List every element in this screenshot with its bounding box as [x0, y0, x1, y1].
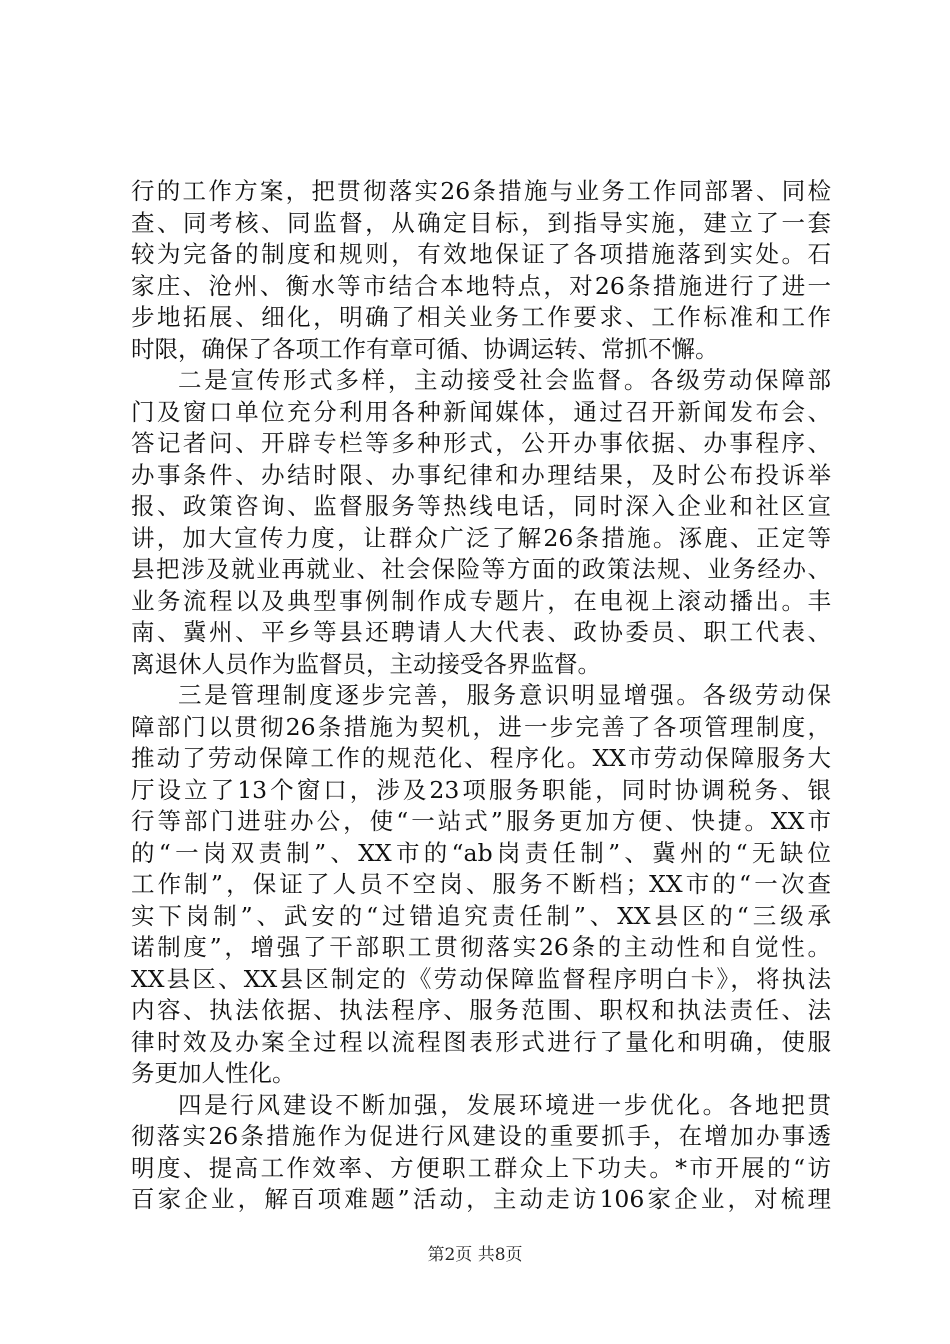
text-line: 诺制度”，增强了干部职工贯彻落实26条的主动性和自觉性。 [131, 933, 831, 961]
text-line: XX县区、XX县区制定的《劳动保障监督程序明白卡》，将执法 [131, 964, 831, 993]
text-line: 内容、执法依据、执法程序、服务范围、职权和执法责任、法 [131, 996, 831, 1024]
text-line: 查、同考核、同监督，从确定目标，到指导实施，建立了一套 [131, 208, 831, 237]
text-line: 百家企业，解百项难题”活动，主动走访106家企业，对梳理 [131, 1185, 831, 1213]
text-line: 务更加人性化。 [131, 1059, 296, 1087]
text-line: 三是管理制度逐步完善，服务意识明显增强。各级劳动保 [178, 681, 831, 709]
text-line: 步地拓展、细化，明确了相关业务工作要求、工作标准和工作 [131, 303, 831, 331]
text-line: 障部门以贯彻26条措施为契机，进一步完善了各项管理制度， [131, 712, 831, 741]
text-line: 家庄、沧州、衡水等市结合本地特点，对26条措施进行了进一 [131, 271, 831, 300]
text-line: 讲，加大宣传力度，让群众广泛了解26条措施。涿鹿、正定等 [131, 523, 831, 552]
text-line: 律时效及办案全过程以流程图表形式进行了量化和明确，使服 [131, 1027, 831, 1056]
text-line: 时限，确保了各项工作有章可循、协调运转、常抓不懈。 [131, 334, 719, 363]
text-line: 明度、提高工作效率、方便职工群众上下功夫。*市开展的“访 [131, 1153, 831, 1182]
text-line: 实下岗制”、武安的“过错追究责任制”、XX县区的“三级承 [131, 901, 831, 930]
text-line: 业务流程以及典型事例制作成专题片，在电视上滚动播出。丰 [131, 586, 831, 615]
text-line: 办事条件、办结时限、办事纪律和办理结果，及时公布投诉举 [131, 460, 831, 489]
text-line: 较为完备的制度和规则，有效地保证了各项措施落到实处。石 [131, 240, 831, 268]
text-line: 答记者问、开辟专栏等多种形式，公开办事依据、办事程序、 [131, 429, 831, 457]
text-line: 厅设立了13个窗口，涉及23项服务职能，同时协调税务、银 [131, 775, 831, 804]
text-line: 行的工作方案，把贯彻落实26条措施与业务工作同部署、同检 [131, 177, 831, 205]
text-line: 二是宣传形式多样，主动接受社会监督。各级劳动保障部 [178, 366, 831, 394]
text-line: 报、政策咨询、监督服务等热线电话，同时深入企业和社区宣 [131, 492, 831, 520]
text-line: 工作制”，保证了人员不空岗、服务不断档；XX市的“一次查 [131, 870, 831, 898]
text-line: 离退休人员作为监督员，主动接受各界监督。 [131, 649, 601, 678]
text-line: 南、冀州、平乡等县还聘请人大代表、政协委员、职工代表、 [131, 618, 831, 646]
text-line: 推动了劳动保障工作的规范化、程序化。XX市劳动保障服务大 [131, 744, 831, 772]
text-line: 门及窗口单位充分利用各种新闻媒体，通过召开新闻发布会、 [131, 397, 831, 426]
page-number-footer: 第2页 共8页 [427, 1245, 523, 1265]
text-line: 彻落实26条措施作为促进行风建设的重要抓手，在增加办事透 [131, 1122, 831, 1150]
document-body [131, 176, 831, 1216]
text-line: 行等部门进驻办公，使“一站式”服务更加方便、快捷。XX市 [131, 807, 831, 835]
text-line: 四是行风建设不断加强，发展环境进一步优化。各地把贯 [178, 1090, 831, 1119]
text-line: 县把涉及就业再就业、社会保险等方面的政策法规、业务经办、 [131, 555, 831, 583]
text-line: 的“一岗双责制”、XX市的“ab岗责任制”、冀州的“无缺位 [131, 838, 831, 867]
